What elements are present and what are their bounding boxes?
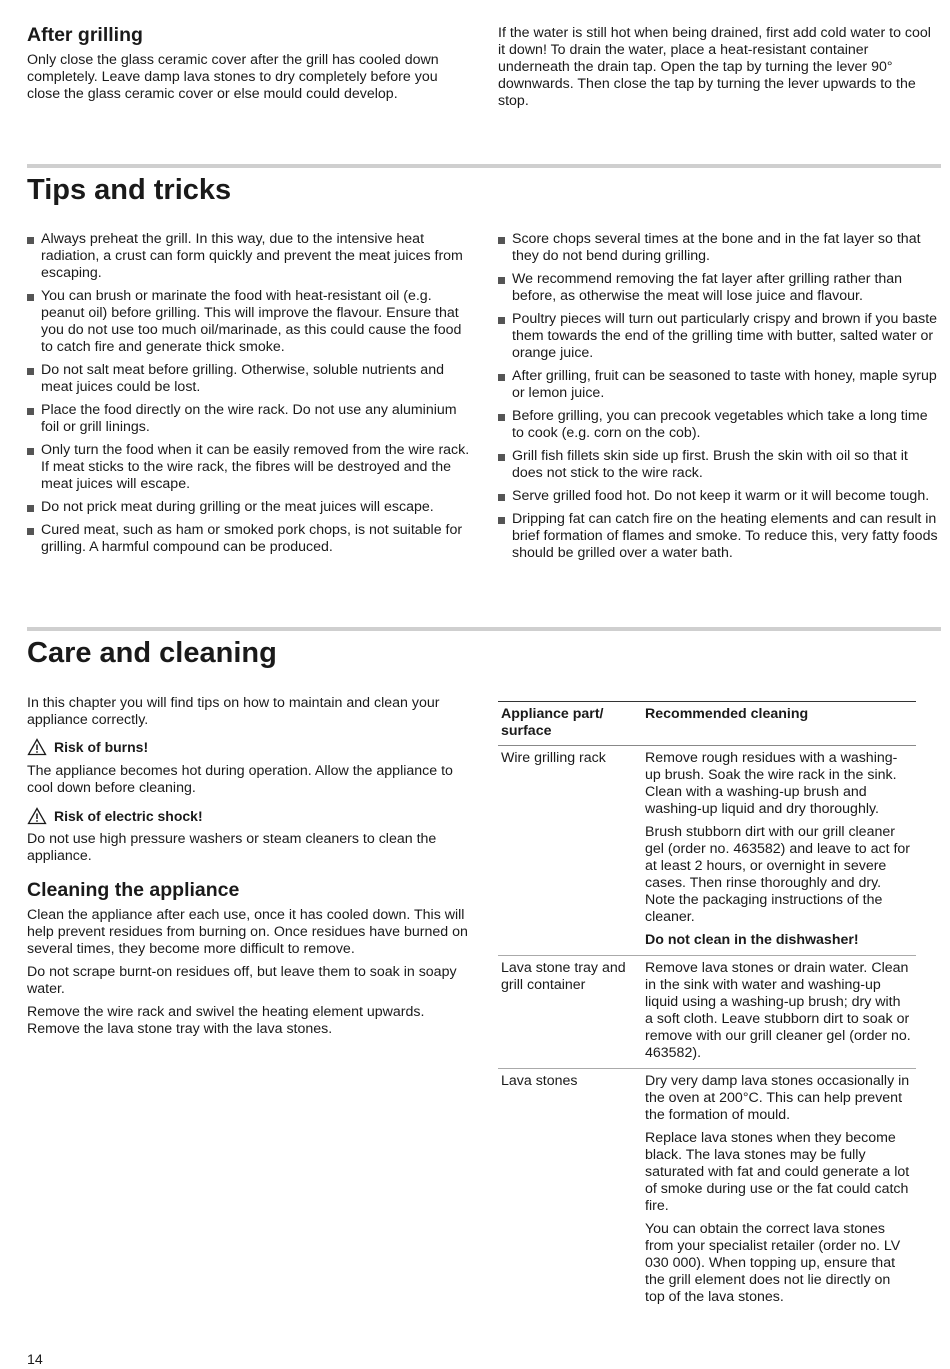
- cleaning-paragraph: Remove the wire rack and swivel the heating element upwards. Remove the lava stone tray with the lava stones.: [27, 1004, 425, 1037]
- table-cell-cleaning: Remove rough residues with a washing-up brush. Soak the wire rack in the sink. Clean with a washing-up brush and washing-up liquid and dry thoroughly. Brush stubborn dirt with our grill cleaner gel (order no. 463582) and leave to act for at least 2 hours, or overnight in severe cases. Then rinse thoroughly and dry. Note the packaging instructions of the cleaner. Do not clean in the dishwasher!: [642, 746, 916, 956]
- cleaning-table: [498, 701, 916, 1312]
- bullet-square-icon: [498, 414, 505, 421]
- table-row: [498, 956, 916, 1069]
- warning-shock-title: Risk of electric shock!: [54, 807, 203, 824]
- after-grilling-heading: After grilling: [27, 24, 143, 46]
- bullet-square-icon: [27, 368, 34, 375]
- cleaning-appliance-heading: Cleaning the appliance: [27, 879, 240, 901]
- bullet-square-icon: [27, 505, 34, 512]
- table-row: [498, 746, 916, 956]
- cleaning-paragraph: Clean the appliance after each use, once it has cooled down. This will help prevent residues from burning on. Once residues have burned on several times, they become more difficult to remove.: [27, 907, 468, 957]
- list-item: Do not salt meat before grilling. Otherwise, soluble nutrients and meat juices could be lost.: [27, 362, 470, 396]
- warning-burns-text: The appliance becomes hot during operation. Allow the appliance to cool down before cleaning.: [27, 763, 453, 796]
- list-item: Always preheat the grill. In this way, due to the intensive heat radiation, a crust can form quickly and prevent the meat juices from escaping.: [27, 231, 470, 282]
- section-divider: [27, 627, 941, 631]
- bullet-square-icon: [498, 277, 505, 284]
- bullet-square-icon: [498, 454, 505, 461]
- page-number: 14: [27, 1352, 43, 1368]
- bullet-square-icon: [498, 317, 505, 324]
- list-item: Do not prick meat during grilling or the meat juices will escape.: [27, 499, 470, 516]
- warning-triangle-icon: [27, 738, 47, 756]
- section-divider: [27, 164, 941, 168]
- list-item: Before grilling, you can precook vegetables which take a long time to cook (e.g. corn on the cob).: [498, 408, 942, 442]
- table-header-part: Appliance part/ surface: [498, 702, 642, 746]
- care-heading: Care and cleaning: [27, 637, 277, 669]
- bullet-square-icon: [27, 408, 34, 415]
- list-item: Place the food directly on the wire rack. Do not use any aluminium foil or grill linings.: [27, 402, 470, 436]
- warning-burns: [27, 738, 469, 756]
- table-cell-cleaning: Remove lava stones or drain water. Clean in the sink with water and washing-up liquid using a washing-up brush; dry with a soft cloth. Leave stubborn dirt to soak or remove with our grill cleaner gel (order no. 463582).: [642, 956, 916, 1069]
- tips-left-list: [27, 231, 470, 562]
- table-row: [498, 1069, 916, 1313]
- bullet-square-icon: [498, 374, 505, 381]
- warning-triangle-icon: [27, 807, 47, 825]
- table-header-cleaning: Recommended cleaning: [642, 702, 916, 746]
- table-header-row: [498, 702, 916, 746]
- list-item: Serve grilled food hot. Do not keep it warm or it will become tough.: [498, 488, 942, 505]
- table-cell-part: Wire grilling rack: [498, 746, 642, 956]
- list-item: Score chops several times at the bone and in the fat layer so that they do not bend during grilling.: [498, 231, 942, 265]
- table-cell-cleaning: Dry very damp lava stones occasionally in the oven at 200°C. This can help prevent the formation of mould. Replace lava stones when they become black. The lava stones may be fully saturated with fat and could generate a lot of smoke during use or the fat could catch fire. You can obtain the correct lava stones from your specialist retailer (order no. LV 030 000). When topping up, ensure that the grill element does not lie directly on top of the lava stones.: [645, 1073, 910, 1305]
- bullet-square-icon: [27, 528, 34, 535]
- list-item: Dripping fat can catch fire on the heating elements and can result in brief formation of flames and smoke. To reduce this, very fatty foods should be grilled over a water bath.: [498, 511, 942, 562]
- tips-right-list: [498, 231, 942, 568]
- table-cell-part: Lava stones: [501, 1073, 578, 1089]
- warning-electric-shock: [27, 807, 469, 825]
- bullet-square-icon: [27, 237, 34, 244]
- after-grilling-right-text: If the water is still hot when being drained, first add cold water to cool it down! To drain the water, place a heat-resistant container underneath the drain tap. Open the tap by turning the lever 90° downwards. Then close the tap by turning the lever upwards to the stop.: [498, 25, 931, 109]
- after-grilling-left-text: Only close the glass ceramic cover after the grill has cooled down completely. Leave damp lava stones to dry completely before you close the glass ceramic cover or else mould could develop.: [27, 52, 439, 102]
- care-intro: In this chapter you will find tips on how to maintain and clean your appliance correctly.: [27, 695, 440, 728]
- warning-burns-title: Risk of burns!: [54, 738, 149, 755]
- table-cell-part: Lava stone tray and grill container: [498, 956, 642, 1069]
- bullet-square-icon: [498, 494, 505, 501]
- bullet-square-icon: [27, 294, 34, 301]
- list-item: Grill fish fillets skin side up first. Brush the skin with oil so that it does not stick to the wire rack.: [498, 448, 942, 482]
- tips-heading: Tips and tricks: [27, 174, 232, 206]
- warning-shock-text: Do not use high pressure washers or steam cleaners to clean the appliance.: [27, 831, 437, 864]
- list-item: Poultry pieces will turn out particularly crispy and brown if you baste them towards the end of the grilling time with butter, salted water or orange juice.: [498, 311, 942, 362]
- bullet-square-icon: [27, 448, 34, 455]
- cleaning-paragraph: Do not scrape burnt-on residues off, but leave them to soak in soapy water.: [27, 964, 457, 997]
- list-item: We recommend removing the fat layer after grilling rather than before, as otherwise the meat will lose juice and flavour.: [498, 271, 942, 305]
- bullet-square-icon: [498, 237, 505, 244]
- bullet-square-icon: [498, 517, 505, 524]
- list-item: Cured meat, such as ham or smoked pork chops, is not suitable for grilling. A harmful compound can be produced.: [27, 522, 470, 556]
- list-item: You can brush or marinate the food with heat-resistant oil (e.g. peanut oil) before grilling. This will improve the flavour. Ensure that you do not use too much oil/marinade, as this could cause the food to catch fire and generate thick smoke.: [27, 288, 470, 356]
- list-item: After grilling, fruit can be seasoned to taste with honey, maple syrup or lemon juice.: [498, 368, 942, 402]
- list-item: Only turn the food when it can be easily removed from the wire rack. If meat sticks to the wire rack, the fibres will be destroyed and the meat juices will escape.: [27, 442, 470, 493]
- care-left-column: [27, 695, 469, 1038]
